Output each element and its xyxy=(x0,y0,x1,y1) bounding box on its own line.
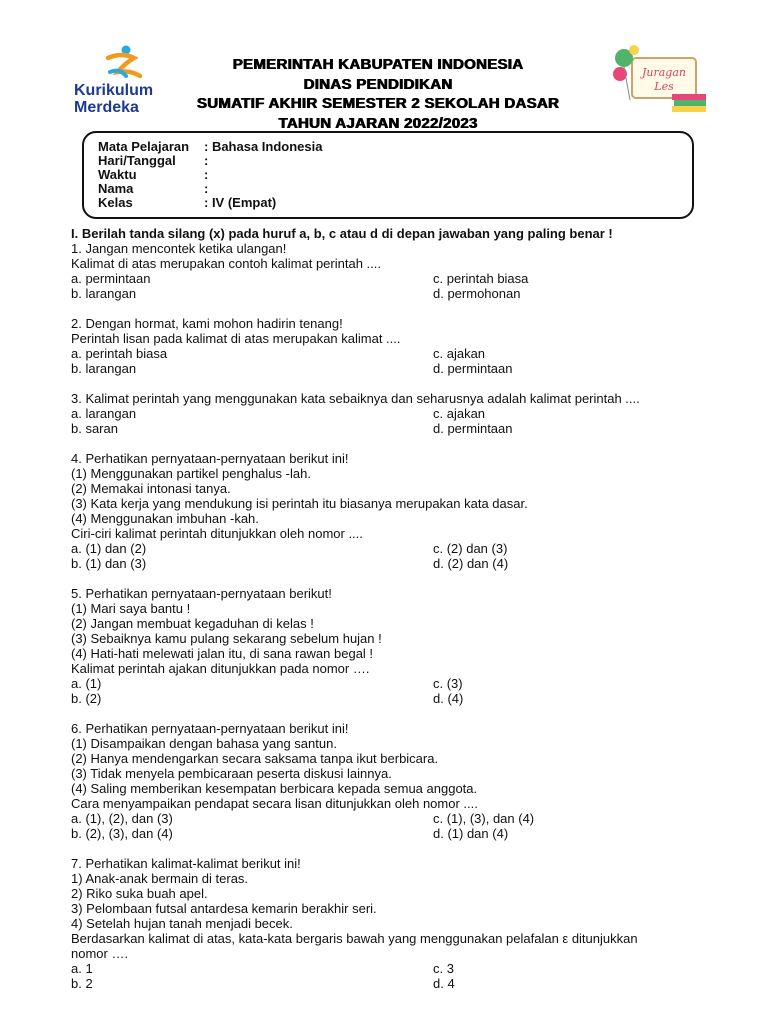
info-row-class: Kelas : IV (Empat) xyxy=(98,195,277,210)
answer-option: c. (3) xyxy=(433,676,463,691)
answer-option: c. 3 xyxy=(433,961,454,976)
question-line: (1) Disampaikan dengan bahasa yang santun. xyxy=(71,736,337,751)
question-line: Cara menyampaikan pendapat secara lisan ditunjukkan oleh nomor .... xyxy=(71,796,478,811)
answer-option: b. saran xyxy=(71,421,118,436)
question-line: (1) Menggunakan partikel penghalus -lah. xyxy=(71,466,311,481)
answer-options xyxy=(71,811,711,841)
answer-option: c. ajakan xyxy=(433,406,486,421)
question-line: 4. Perhatikan pernyataan-pernyataan berikut ini! xyxy=(71,451,349,466)
answer-options xyxy=(71,541,711,571)
question-line: Perintah lisan pada kalimat di atas merupakan kalimat .... xyxy=(71,331,401,346)
question-3 xyxy=(71,391,711,436)
answer-option: a. permintaan xyxy=(71,271,151,286)
question-7 xyxy=(71,856,711,991)
answer-option: c. (2) dan (3) xyxy=(433,541,508,556)
question-line: 5. Perhatikan pernyataan-pernyataan berikut! xyxy=(71,586,332,601)
answer-options xyxy=(71,271,711,301)
answer-option: c. perintah biasa xyxy=(433,271,529,286)
answer-options xyxy=(71,346,711,376)
heading-line-1: PEMERINTAH KABUPATEN INDONESIA xyxy=(232,56,524,73)
question-spacer xyxy=(71,376,711,391)
question-line: 1) Anak-anak bermain di teras. xyxy=(71,871,249,886)
answer-option: d. permintaan xyxy=(433,361,513,376)
answer-option: d. (4) xyxy=(433,691,464,706)
answer-option: d. permintaan xyxy=(433,421,513,436)
question-line: 3. Kalimat perintah yang menggunakan kata sebaiknya dan seharusnya adalah kalimat perintah .... xyxy=(71,391,640,406)
question-line: (4) Menggunakan imbuhan -kah. xyxy=(71,511,259,526)
juragan-les-logo xyxy=(606,44,714,116)
heading-line-3: SUMATIF AKHIR SEMESTER 2 SEKOLAH DASAR xyxy=(196,95,560,112)
answer-option: b. (1) dan (3) xyxy=(71,556,147,571)
answer-option: b. larangan xyxy=(71,361,137,376)
answer-option: b. (2) xyxy=(71,691,102,706)
question-line: 4) Setelah hujan tanah menjadi becek. xyxy=(71,916,293,931)
question-line: (4) Hati-hati melewati jalan itu, di sana rawan begal ! xyxy=(71,646,374,661)
question-line: (3) Tidak menyela pembicaraan peserta diskusi lainnya. xyxy=(71,766,392,781)
answer-option: d. (1) dan (4) xyxy=(433,826,509,841)
juragan-logo-text-2: Les xyxy=(654,80,674,93)
question-line: (2) Memakai intonasi tanya. xyxy=(71,481,231,496)
question-line: 3) Pelombaan futsal antardesa kemarin berakhir seri. xyxy=(71,901,377,916)
answer-option: a. (1) xyxy=(71,676,102,691)
answer-options xyxy=(71,676,711,706)
answer-option: c. (1), (3), dan (4) xyxy=(433,811,535,826)
answer-option: b. (2), (3), dan (4) xyxy=(71,826,173,841)
juragan-logo-text-1: Juragan xyxy=(642,66,686,79)
document-heading xyxy=(168,55,588,133)
question-line: 1. Jangan mencontek ketika ulangan! xyxy=(71,241,287,256)
question-line: Ciri-ciri kalimat perintah ditunjukkan oleh nomor .... xyxy=(71,526,363,541)
answer-option: b. 2 xyxy=(71,976,93,991)
info-row-date: Hari/Tanggal : xyxy=(98,153,209,168)
question-spacer xyxy=(71,706,711,721)
page-header xyxy=(0,0,768,132)
answer-option: c. ajakan xyxy=(433,346,486,361)
question-6 xyxy=(71,721,711,841)
answer-option: d. 4 xyxy=(433,976,455,991)
question-spacer xyxy=(71,301,711,316)
heading-line-4: TAHUN AJARAN 2022/2023 xyxy=(278,114,478,132)
question-line: (2) Hanya mendengarkan secara saksama tanpa ikut berbicara. xyxy=(71,751,439,766)
answer-option: d. (2) dan (4) xyxy=(433,556,509,571)
answer-options xyxy=(71,406,711,436)
question-line: 7. Perhatikan kalimat-kalimat berikut ini! xyxy=(71,856,301,871)
question-spacer xyxy=(71,571,711,586)
question-line: 2. Dengan hormat, kami mohon hadirin tenang! xyxy=(71,316,343,331)
question-spacer xyxy=(71,436,711,451)
question-2 xyxy=(71,316,711,376)
kurikulum-merdeka-wordmark: Kurikulum Merdeka xyxy=(74,82,154,116)
heading-line-2: DINAS PENDIDIKAN xyxy=(303,75,453,93)
question-list xyxy=(71,241,711,991)
answer-option: a. (1) dan (2) xyxy=(71,541,147,556)
question-content xyxy=(71,226,711,991)
answer-option: b. larangan xyxy=(71,286,137,301)
answer-option: a. larangan xyxy=(71,406,137,421)
question-line: (3) Kata kerja yang mendukung isi perintah itu biasanya merupakan kata dasar. xyxy=(71,496,528,511)
question-line: Kalimat perintah ajakan ditunjukkan pada nomor …. xyxy=(71,661,370,676)
question-line: 2) Riko suka buah apel. xyxy=(71,886,208,901)
question-4 xyxy=(71,451,711,571)
question-5 xyxy=(71,586,711,706)
question-line: nomor …. xyxy=(71,946,129,961)
answer-option: d. permohonan xyxy=(433,286,521,301)
answer-option: a. 1 xyxy=(71,961,93,976)
instruction-text: I. Berilah tanda silang (x) pada huruf a, b, c atau d di depan jawaban yang paling benar ! xyxy=(71,226,613,241)
question-line: 6. Perhatikan pernyataan-pernyataan berikut ini! xyxy=(71,721,349,736)
question-line: (4) Saling memberikan kesempatan berbicara kepada semua anggota. xyxy=(71,781,478,796)
info-row-name: Nama : xyxy=(98,181,209,196)
question-line: (2) Jangan membuat kegaduhan di kelas ! xyxy=(71,616,314,631)
question-line: Berdasarkan kalimat di atas, kata-kata bergaris bawah yang menggunakan pelafalan ε ditunjukkan xyxy=(71,931,638,946)
answer-option: a. perintah biasa xyxy=(71,346,168,361)
question-line: (3) Sebaiknya kamu pulang sekarang sebelum hujan ! xyxy=(71,631,382,646)
question-line: Kalimat di atas merupakan contoh kalimat perintah .... xyxy=(71,256,381,271)
answer-options xyxy=(71,961,711,991)
info-row-time: Waktu : xyxy=(98,167,209,182)
question-1 xyxy=(71,241,711,301)
info-row-subject: Mata Pelajaran : Bahasa Indonesia xyxy=(98,139,323,154)
question-spacer xyxy=(71,841,711,856)
answer-option: a. (1), (2), dan (3) xyxy=(71,811,173,826)
question-line: (1) Mari saya bantu ! xyxy=(71,601,191,616)
